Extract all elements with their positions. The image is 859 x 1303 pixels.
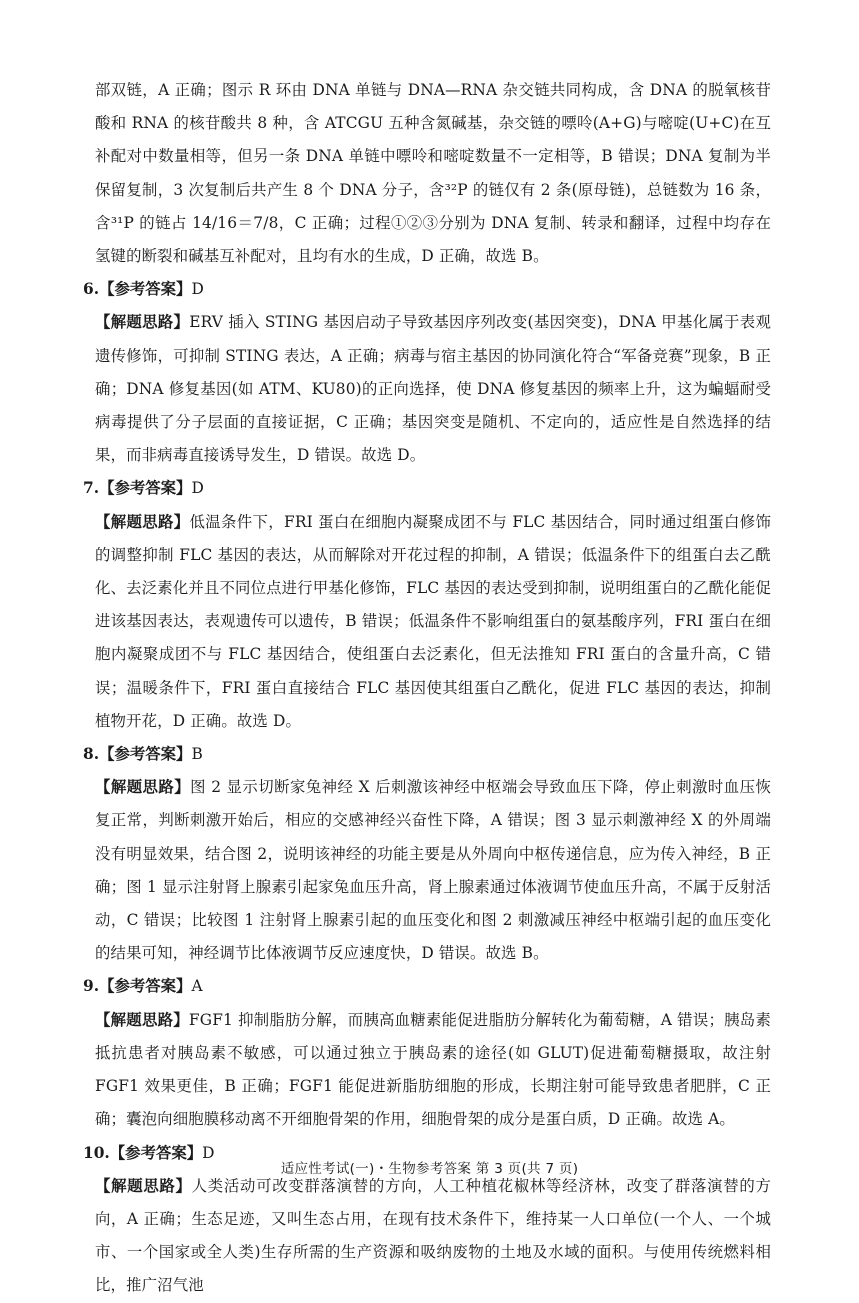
answer-label: 【参考答案】	[99, 280, 192, 299]
explanation-text: 人类活动可改变群落演替的方向，人工种植花椒林等经济林，改变了群落演替的方向，A 正确；生态足迹，又叫生态占用，在现有技术条件下，维持某一人口单位(一个人、一个城市、一个国家或全人类)生存所需的生产资源和吸纳废物的土地及水域的面积。与使用传统燃料相比，推广沼气池	[95, 1176, 771, 1295]
question-number: 9.	[83, 977, 100, 996]
answer-value: A	[191, 977, 203, 996]
answer-value: B	[191, 745, 203, 764]
question-number: 10.	[83, 1143, 110, 1162]
explanation-text: ERV 插入 STING 基因启动子导致基因序列改变(基因突变)，DNA 甲基化属于表观遗传修饰，可抑制 STING 表达，A 正确；病毒与宿主基因的协同演化符合“军备竞赛”现象，B 正确；DNA 修复基因(如 ATM、KU80)的正向选择，使 DNA 修复基因的频率上升，这为蝙蝠耐受病毒提供了分子层面的直接证据，C 正确；基因突变是随机、不定向的，适应性是自然选择的结果，而非病毒直接诱导发生，D 错误。故选 D。	[95, 313, 771, 465]
question-6	[83, 273, 771, 472]
question-7	[83, 472, 771, 738]
page-footer: 适应性考试(一)・生物参考答案 第 3 页(共 7 页)	[280, 1161, 579, 1177]
answer-line	[83, 273, 771, 306]
explanation-text: FGF1 抑制脂肪分解，而胰高血糖素能促进脂肪分解转化为葡萄糖，A 错误；胰岛素抵抗患者对胰岛素不敏感，可以通过独立于胰岛素的途径(如 GLUT)促进葡萄糖摄取，故注射 FGF1 效果更佳，B 正确；FGF1 能促进新脂肪细胞的形成，长期注射可能导致患者肥胖，C 正确；囊泡向细胞膜移动离不开细胞骨架的作用，细胞骨架的成分是蛋白质，D 正确。故选 A。	[95, 1010, 771, 1129]
question-9	[83, 970, 771, 1136]
question-number: 6.	[83, 280, 100, 299]
answer-value: D	[202, 1143, 215, 1162]
answer-line	[83, 970, 771, 1003]
question-number: 8.	[83, 745, 100, 764]
explanation-label: 【解题思路】	[95, 512, 190, 531]
explanation-label: 【解题思路】	[95, 778, 191, 797]
answer-label: 【参考答案】	[99, 479, 192, 498]
answer-line	[83, 472, 771, 505]
explanation-label: 【解题思路】	[95, 313, 190, 332]
question-8	[83, 738, 771, 970]
continuation-paragraph: 部双链，A 正确；图示 R 环由 DNA 单链与 DNA—RNA 杂交链共同构成，含 DNA 的脱氧核苷酸和 RNA 的核苷酸共 8 种，含 ATCGU 五种含氮碱基，杂交链的嘌呤(A+G)与嘧啶(U+C)在互补配对中数量相等，但另一条 DNA 单链中嘌呤和嘧啶数量不一定相等，B 错误；DNA 复制为半保留复制，3 次复制后共产生 8 个 DNA 分子，含³²P 的链仅有 2 条(原母链)，总链数为 16 条，含³¹P 的链占 14/16＝7/8，C 正确；过程①②③分别为 DNA 复制、转录和翻译，过程中均存在氢键的断裂和碱基互补配对，且均有水的生成，D 正确，故选 B。	[95, 81, 771, 266]
explanation-text: 图 2 显示切断家兔神经 X 后刺激该神经中枢端会导致血压下降，停止刺激时血压恢复正常，判断刺激开始后，相应的交感神经兴奋性下降，A 错误；图 3 显示刺激神经 X 的外周端没有明显效果，结合图 2，说明该神经的功能主要是从外周向中枢传递信息，应为传入神经，B 正确；图 1 显示注射肾上腺素引起家兔血压升高，肾上腺素通过体液调节使血压升高，不属于反射活动，C 错误；比较图 1 注射肾上腺素引起的血压变化和图 2 刺激减压神经中枢端引起的血压变化的结果可知，神经调节比体液调节反应速度快，D 错误。故选 B。	[95, 778, 771, 963]
answer-value: D	[191, 280, 204, 299]
answer-value: D	[191, 479, 204, 498]
answer-label: 【参考答案】	[99, 745, 192, 764]
explanation-label: 【解题思路】	[95, 1176, 192, 1195]
explanation-text: 低温条件下，FRI 蛋白在细胞内凝聚成团不与 FLC 基因结合，同时通过组蛋白修饰的调整抑制 FLC 基因的表达，从而解除对开花过程的抑制，A 错误；低温条件下的组蛋白去乙酰化、去泛素化并且不同位点进行甲基化修饰，FLC 基因的表达受到抑制，说明组蛋白的乙酰化能促进该基因表达，表观遗传可以遗传，B 错误；低温条件不影响组蛋白的氨基酸序列，FRI 蛋白在细胞内凝聚成团不与 FLC 基因结合，使组蛋白去泛素化，但无法推知 FRI 蛋白的含量升高，C 错误；温暖条件下，FRI 蛋白直接结合 FLC 基因使其组蛋白乙酰化，促进 FLC 基因的表达，抑制植物开花，D 正确。故选 D。	[95, 512, 771, 730]
explanation-label: 【解题思路】	[95, 1010, 189, 1029]
answer-label: 【参考答案】	[99, 977, 192, 996]
question-number: 7.	[83, 479, 100, 498]
answer-line	[83, 738, 771, 771]
answer-label: 【参考答案】	[109, 1143, 203, 1162]
